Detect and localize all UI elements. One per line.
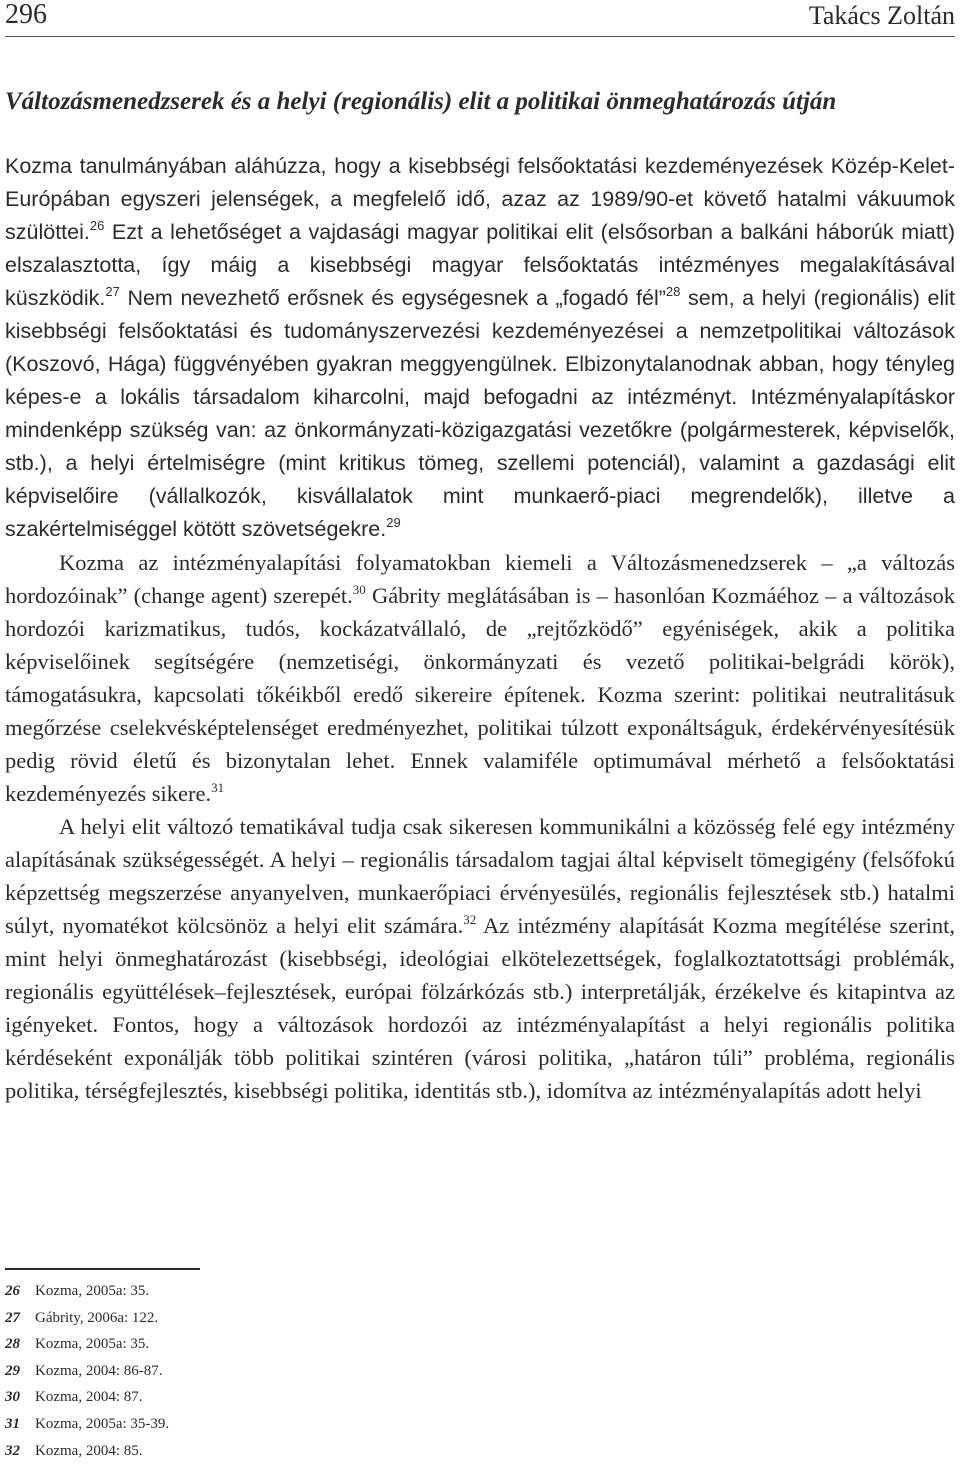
paragraph-text: A helyi elit változó tematikával tudja csak sikeresen kommunikálni a közösség felé egy intézmény alapításának szükségességét. A helyi – regionális társadalom tagjai által képviselt tömegigény (felsőfokú képzettség megszerzése anyanyelven, munkaerőpiaci érvényesülés, regionális fejlesztések stb.) hatalmi súlyt, nyomatékot kölcsönöz a helyi elit számára. bbox=[5, 814, 955, 938]
footnote-ref: 26 bbox=[89, 218, 105, 233]
footnote-item bbox=[5, 1444, 169, 1471]
paragraph-text: Az intézmény alapítását Kozma megítélése szerint, mint helyi önmeghatározást (kisebbségi, ideológiai elkötelezettségek, foglalkoztatottsági problémák, regionális együttélések–fejlesztések, európai fölzárkózás stb.) interpretálják, érzékelve és kitapintva az igényeket. Fontos, hogy a változások hordozói az intézményalapítást a helyi regionális politika kérdéseként exponálják több politikai szintéren (városi politika, „határon túli” probléma, regionális politika, térségfejlesztés, kisebbségi politika, identitás stb.), idomítva az intézményalapítás adott helyi bbox=[5, 913, 955, 1103]
paragraph bbox=[5, 150, 955, 546]
footnote-ref: 27 bbox=[105, 284, 120, 299]
footnote-item bbox=[5, 1390, 169, 1417]
footnote-number: 27 bbox=[5, 1309, 20, 1326]
footnote-item bbox=[5, 1417, 169, 1444]
footnote-number: 31 bbox=[5, 1415, 20, 1432]
footnote-text: Kozma, 2004: 87. bbox=[35, 1389, 143, 1406]
footnote-ref: 28 bbox=[665, 284, 681, 299]
footnote-number: 32 bbox=[5, 1442, 20, 1459]
paragraph-text: Kozma az intézményalapítási folyamatokban kiemeli a Változásmenedzserek – „a változás hordozóinak” (change agent) szerepét. bbox=[5, 550, 955, 608]
section-title: Változásmenedzserek és a helyi (regionális) elit a politikai önmeghatározás útján bbox=[5, 88, 837, 115]
footnotes-list bbox=[5, 1284, 169, 1470]
footnote-ref: 31 bbox=[211, 780, 225, 795]
paragraph bbox=[5, 546, 955, 810]
page-header bbox=[5, 0, 955, 37]
footnote-item bbox=[5, 1364, 169, 1391]
footnote-item bbox=[5, 1311, 169, 1338]
footnote-number: 28 bbox=[5, 1336, 20, 1353]
page-number: 296 bbox=[5, 0, 47, 30]
footnote-item bbox=[5, 1337, 169, 1364]
footnote-text: Kozma, 2005a: 35. bbox=[35, 1283, 150, 1299]
footnote-text: Kozma, 2004: 86-87. bbox=[35, 1362, 163, 1379]
footnote-divider bbox=[5, 1268, 200, 1270]
paragraph-text: Nem nevezhető erősnek és egységesnek a „fogadó fél” bbox=[119, 286, 666, 310]
footnote-text: Kozma, 2005a: 35. bbox=[35, 1336, 150, 1353]
footnote-text: Gábrity, 2006a: 122. bbox=[35, 1309, 159, 1326]
body-text bbox=[5, 150, 955, 1107]
paragraph-text: Ezt a lehetőséget a vajdasági magyar politikai elit (elsősorban a balkáni háborúk miatt) elszalasztotta, így máig a kisebbségi magyar felsőoktatás intézményes megalakításával küszködik. bbox=[5, 220, 955, 310]
footnote-text: Kozma, 2004: 85. bbox=[35, 1442, 143, 1459]
footnote-number: 26 bbox=[5, 1283, 20, 1299]
footnote-ref: 29 bbox=[386, 515, 401, 530]
footnote-ref: 32 bbox=[463, 912, 477, 927]
footnote-item bbox=[5, 1284, 169, 1311]
running-head-author: Takács Zoltán bbox=[808, 1, 955, 30]
footnote-ref: 30 bbox=[352, 582, 366, 597]
paragraph-text: Gábrity meglátásában is – hasonlóan Kozmáéhoz – a változások hordozói karizmatikus, tudós, kockázatvállaló, de „rejtőzködő” egyéniségek, akik a politika képviselőinek segítségére (nemzetiségi, önkormányzati és vezető politikai-belgrádi körök), támogatásukra, kapcsolati tőkéikből eredő sikereire építenek. Kozma szerint: politikai neutralitásuk megőrzése cselekvésképtelenséget eredményezhet, politikai túlzott exponáltságuk, érdekérvényesítésük pedig rövid életű és bizonytalan lehet. Ennek valamiféle optimumával mérhető a felsőoktatási kezdeményezés sikere. bbox=[5, 583, 956, 806]
footnote-text: Kozma, 2005a: 35-39. bbox=[35, 1415, 170, 1432]
paragraph bbox=[5, 810, 955, 1107]
footnote-number: 30 bbox=[5, 1389, 20, 1406]
paragraph-text: Kozma tanulmányában aláhúzza, hogy a kisebbségi felsőoktatási kezdeményezések Közép-Kelet-Európában egyszeri jelenségek, a megfelelő idő, azaz az 1989/90-et követő hatalmi vákuumok szülöttei. bbox=[5, 154, 955, 244]
paragraph-text: sem, a helyi (regionális) elit kisebbségi felsőoktatási és tudományszervezési kezdeményezései a nemzetpolitikai változások (Koszovó, Hága) függvényében gyakran meggyengülnek. Elbizonytalanodnak abban, hogy tényleg képes-e a lokális társadalom kiharcolni, majd befogadni az intézményt. Intézményalapításkor mindenképp szükség van: az önkormányzati-közigazgatási vezetőkre (polgármesterek, képviselők, stb.), a helyi értelmiségre (mint kritikus tömeg, szellemi potenciál), valamint a gazdasági elit képviselőire (vállalkozók, kisvállalatok mint munkaerő-piaci megrendelők), illetve a szakértelmiséggel kötött szövetségekre. bbox=[5, 286, 955, 541]
footnote-number: 29 bbox=[5, 1362, 20, 1379]
